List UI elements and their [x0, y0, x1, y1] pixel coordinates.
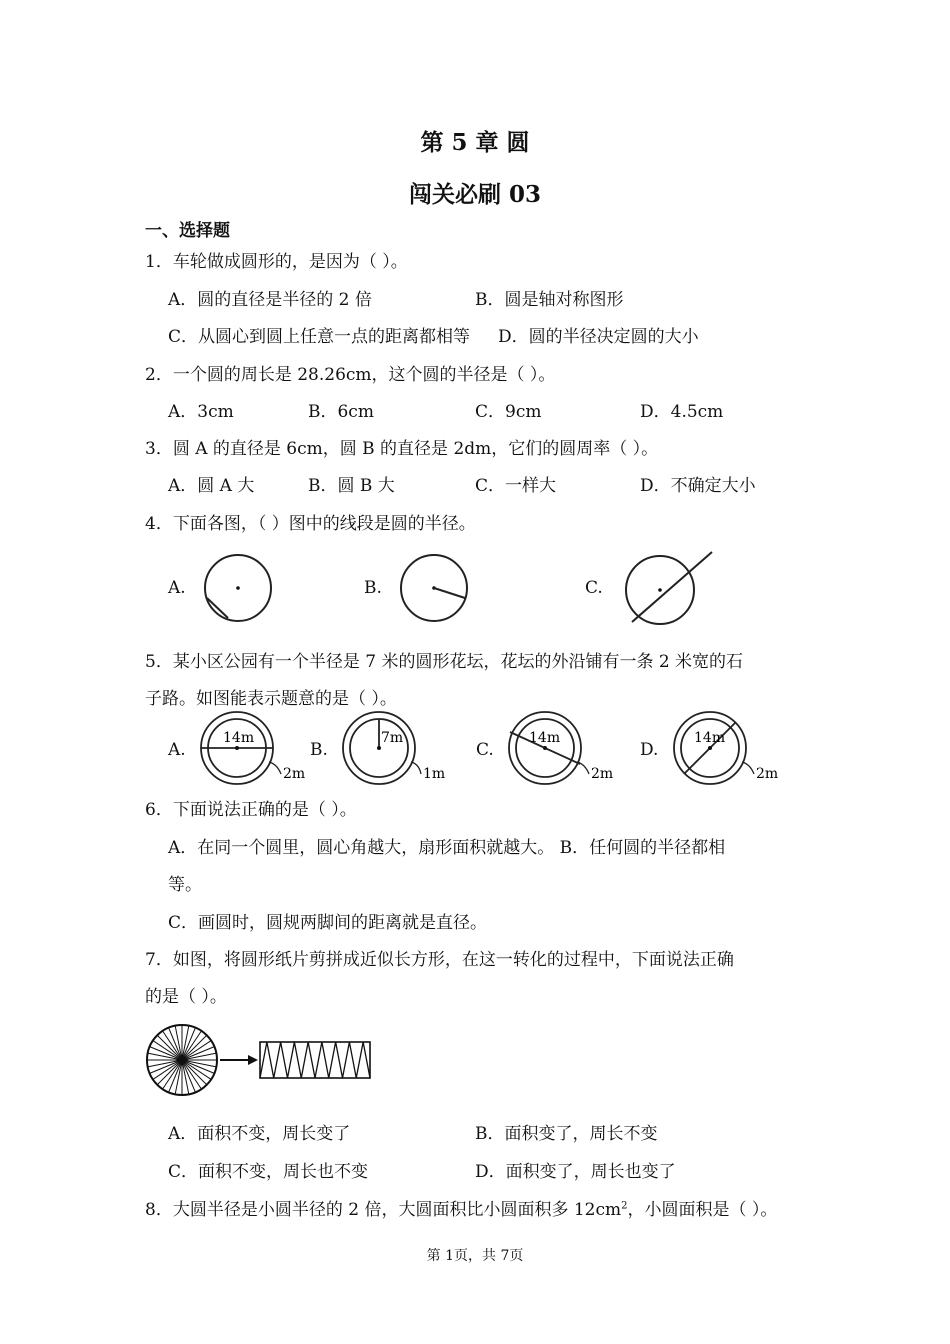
- question-8-stem-post: ，小圆面积是（ ）。: [627, 1200, 778, 1220]
- chapter-title: 第 5 章 圆: [420, 129, 530, 156]
- question-6-option-c: C．画圆时，圆规两脚间的距离就是直径。: [168, 913, 488, 933]
- question-8-stem-pre: 8．大圆半径是小圆半径的 2 倍，大圆面积比小圆面积多 12cm: [145, 1200, 622, 1220]
- question-5-stem-line2: 子路。如图能表示题意的是（ ）。: [145, 689, 397, 709]
- inner-label: 14m: [223, 730, 255, 746]
- question-1-option-b: B．圆是轴对称图形: [475, 290, 624, 310]
- q5-figure-d: [668, 710, 788, 786]
- q4-figure-c: [620, 548, 716, 632]
- center-dot: [543, 746, 547, 750]
- question-4-stem: 4．下面各图，（ ）图中的线段是圆的半径。: [145, 514, 476, 534]
- question-5-option-b: B.: [310, 740, 328, 760]
- question-5-option-a: A.: [168, 740, 186, 760]
- question-5-option-d: D.: [640, 740, 659, 760]
- sector-zigzag: [260, 1042, 370, 1078]
- center-dot: [658, 588, 662, 592]
- rectangle-outline: [260, 1042, 370, 1078]
- question-1-stem: 1．车轮做成圆形的，是因为（ ）。: [145, 252, 408, 272]
- question-2-option-b: B．6cm: [308, 402, 374, 422]
- question-6-option-ab: A．在同一个圆里，圆心角越大，扇形面积就越大。 B．任何圆的半径都相: [168, 838, 726, 858]
- question-2-option-a: A．3cm: [168, 402, 234, 422]
- q4-figure-b: [396, 552, 472, 628]
- question-2-stem: 2．一个圆的周长是 28.26cm，这个圆的半径是（ ）。: [145, 365, 556, 385]
- outer-label: 2m: [756, 766, 779, 782]
- question-1-option-a: A．圆的直径是半径的 2 倍: [168, 290, 372, 310]
- question-4-option-c: C.: [585, 578, 603, 598]
- question-5-option-c: C.: [476, 740, 494, 760]
- question-4-option-a: A.: [168, 578, 186, 598]
- question-4-option-b: B.: [364, 578, 382, 598]
- center-dot: [235, 746, 239, 750]
- question-3-option-c: C．一样大: [475, 476, 557, 496]
- inner-label: 14m: [694, 730, 726, 746]
- question-3-option-a: A．圆 A 大: [168, 476, 255, 496]
- question-7-option-c: C．面积不变，周长也不变: [168, 1162, 369, 1182]
- inner-label: 14m: [529, 730, 561, 746]
- inner-label: 7m: [381, 730, 404, 746]
- q5-figure-c: [503, 710, 623, 786]
- q5-figure-a: [195, 710, 315, 786]
- question-1-option-d: D．圆的半径决定圆的大小: [498, 327, 699, 347]
- question-3-stem: 3．圆 A 的直径是 6cm，圆 B 的直径是 2dm，它们的圆周率（ ）。: [145, 439, 659, 459]
- radius-segment: [434, 588, 465, 598]
- arrow-head: [248, 1055, 258, 1065]
- outer-label: 1m: [423, 766, 446, 782]
- question-3-option-d: D．不确定大小: [640, 476, 756, 496]
- outer-label: 2m: [283, 766, 306, 782]
- question-2-option-c: C．9cm: [475, 402, 542, 422]
- question-7-option-a: A．面积不变，周长变了: [168, 1124, 351, 1144]
- cut-circle-diagram: [147, 1025, 217, 1095]
- page-subtitle: 闯关必刷 03: [408, 181, 541, 208]
- question-7-option-b: B．面积变了，周长不变: [475, 1124, 658, 1144]
- q4-figure-a: [200, 552, 276, 628]
- leader-line: [411, 762, 421, 774]
- extended-line: [632, 552, 712, 622]
- question-3-option-b: B．圆 B 大: [308, 476, 395, 496]
- q7-figure: [142, 1020, 382, 1102]
- question-2-option-d: D．4.5cm: [640, 402, 724, 422]
- center-dot: [377, 746, 381, 750]
- center-dot: [236, 586, 240, 590]
- q5-figure-b: [337, 710, 457, 786]
- question-5-stem-line1: 5．某小区公园有一个半径是 7 米的圆形花坛，花坛的外沿铺有一条 2 米宽的石: [145, 652, 744, 672]
- approx-rectangle-diagram: [260, 1042, 370, 1078]
- squared-superscript: 2: [621, 1200, 628, 1212]
- outer-label: 2m: [591, 766, 614, 782]
- question-7-stem-line1: 7．如图，将圆形纸片剪拼成近似长方形，在这一转化的过程中，下面说法正确: [145, 950, 734, 970]
- leader-line: [742, 762, 754, 774]
- question-6-option-ab-cont: 等。: [168, 875, 202, 895]
- center-dot: [708, 746, 712, 750]
- leader-line: [269, 762, 281, 774]
- question-7-stem-line2: 的是（ ）。: [145, 987, 227, 1007]
- question-1-option-c: C．从圆心到圆上任意一点的距离都相等: [168, 327, 471, 347]
- question-6-stem: 6．下面说法正确的是（ ）。: [145, 800, 357, 820]
- section-heading: 一、选择题: [145, 221, 230, 241]
- question-8-stem: [145, 1195, 777, 1220]
- question-7-option-d: D．面积变了，周长也变了: [475, 1162, 676, 1182]
- page-footer: 第 1页，共 7页: [426, 1248, 524, 1264]
